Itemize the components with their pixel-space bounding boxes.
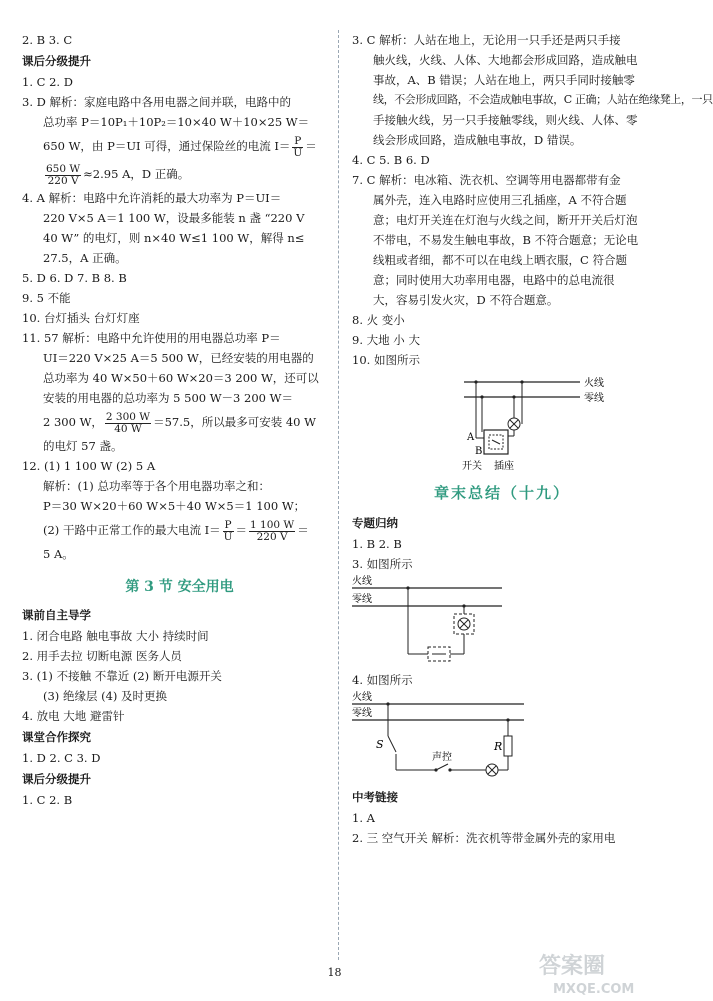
switch-s-label: S [376, 738, 384, 751]
section-heading: 专题归纳 [352, 516, 398, 530]
answer-line: 不带电，不易发生触电事故，B 不符合题意；无论电 [373, 233, 639, 247]
section-heading: 课堂合作探究 [22, 730, 91, 744]
fraction-numerator: 1 100 W [250, 518, 295, 531]
answer-line: 1. A [352, 811, 375, 825]
column-divider [338, 30, 339, 960]
answer-line: 220 V×5 A＝1 100 W，设最多能装 n 盏 “220 V [43, 211, 305, 225]
switch-label: 开关 [462, 461, 482, 472]
fraction-denominator: 220 V [47, 174, 79, 187]
answer-line: 9. 大地 小 大 [352, 333, 420, 347]
answer-line: 触火线，火线、人体、大地都会形成回路，造成触电 [373, 53, 638, 67]
zero-wire-label: 零线 [352, 594, 372, 605]
text-span: ＝ [235, 523, 248, 537]
section-heading: 课前自主导学 [22, 608, 91, 622]
text-span: ＝57.5，所以最多可安装 40 W [153, 415, 316, 429]
section-heading: 课后分级提升 [22, 54, 91, 68]
watermark-logo [533, 943, 663, 999]
answer-line: 2. 三 空气开关 解析：洗衣机等带金属外壳的家用电 [352, 831, 616, 845]
answer-line: 1. C 2. D [22, 75, 73, 89]
answer-line: 9. 5 不能 [22, 291, 71, 305]
text-span: (2) 干路中正常工作的最大电流 I＝ [43, 523, 221, 537]
answer-line: 1. C 2. B [22, 793, 73, 807]
fraction [292, 136, 303, 159]
fraction [105, 412, 151, 435]
page-number: 18 [327, 966, 342, 979]
answer-line: 的电灯 57 盏。 [43, 439, 123, 453]
text-span: ≈2.95 A，D 正确。 [83, 167, 190, 181]
zero-wire-label: 零线 [352, 708, 372, 719]
fraction-denominator: U [223, 530, 233, 543]
answer-line: 1. D 2. C 3. D [22, 751, 101, 765]
answer-line: 2. 用手去拉 切断电源 医务人员 [22, 649, 182, 663]
answer-line [22, 516, 337, 544]
answer-line: 5 A。 [43, 547, 74, 561]
answer-line: 属外壳，连入电路时应使用三孔插座，A 不符合题 [373, 193, 627, 207]
fraction-denominator: 220 V [256, 530, 288, 543]
section-heading: 中考链接 [352, 790, 398, 804]
right-column [352, 30, 713, 848]
fraction [45, 164, 81, 187]
fraction-numerator: P [294, 134, 302, 147]
answer-line: P＝30 W×20＋60 W×5＋40 W×5＝1 100 W； [43, 499, 306, 513]
answer-line: 2. B 3. C [22, 33, 73, 47]
answer-line [22, 408, 337, 436]
answer-line: 事故，A、B 错误；人站在地上，两只手同时接触零 [373, 73, 635, 87]
chapter-summary-title: 章末总结（十九） [433, 484, 570, 502]
fraction-numerator: 650 W [46, 162, 81, 175]
left-column [22, 30, 337, 810]
voice-switch-label: 声控 [432, 752, 452, 763]
answer-line: 总功率 P＝10P₁＋10P₂＝10×40 W＋10×25 W＝ [43, 115, 310, 129]
answer-line: 12. (1) 1 100 W (2) 5 A [22, 459, 156, 473]
text-span: ＝ [297, 523, 309, 537]
zero-wire-label: 零线 [584, 393, 604, 404]
answer-line: UI＝220 V×25 A＝5 500 W，已经安装的用电器的 [43, 351, 314, 365]
fraction-denominator: 40 W [114, 422, 142, 435]
terminal-a-label: A [467, 432, 475, 443]
terminal-b-label: B [475, 446, 483, 457]
answer-line: 线粗或者细，都不可以在电线上晒衣服，C 符合题 [373, 253, 627, 267]
section-heading: 课后分级提升 [22, 772, 91, 786]
fire-wire-label: 火线 [584, 378, 604, 389]
text-span: ＝ [305, 139, 317, 153]
resistor-label: R [494, 740, 503, 753]
fraction-numerator: 2 300 W [105, 410, 151, 423]
answer-line [22, 132, 337, 160]
watermark-text: 答案圈 [539, 954, 606, 979]
circuit-diagram-2 [352, 574, 652, 670]
fraction-numerator: P [224, 518, 232, 531]
fraction [223, 520, 234, 543]
text-span: 650 W，由 P＝UI 可得，通过保险丝的电流 I＝ [43, 139, 291, 153]
answer-line: 安装的用电器的总功率为 5 500 W－3 200 W＝ [43, 391, 293, 405]
section-title: 第 3 节 安全用电 [125, 579, 234, 595]
answer-line: 1. B 2. B [352, 537, 402, 551]
answer-line: 10. 台灯插头 台灯灯座 [22, 311, 140, 325]
answer-line: 3. D 解析：家庭电路中各用电器之间并联，电路中的 [22, 95, 292, 109]
answer-line: 27.5，A 正确。 [43, 251, 127, 265]
watermark-sub: MXQE.COM [553, 982, 635, 997]
answer-line: 1. 闭合电路 触电事故 大小 持续时间 [22, 629, 209, 643]
voice-switch [436, 764, 448, 770]
answer-line: 7. C 解析：电冰箱、洗衣机、空调等用电器都带有金 [352, 173, 621, 187]
answer-line [22, 160, 337, 188]
answer-line: 大，容易引发火灾，D 不符合题意。 [373, 293, 559, 307]
answer-line: 手接触火线，另一只手接触零线，则火线、人体、零 [373, 113, 638, 127]
answer-line: 4. 如图所示 [352, 673, 413, 687]
answer-line: 解析：(1) 总功率等于各个用电器功率之和： [43, 479, 270, 493]
fraction-denominator: U [293, 146, 303, 159]
answer-line: 11. 57 解析：电路中允许使用的用电器总功率 P＝ [22, 331, 281, 345]
fire-wire-label: 火线 [352, 576, 372, 587]
answer-line: 5. D 6. D 7. B 8. B [22, 271, 127, 285]
answer-line: (3) 绝缘层 (4) 及时更换 [43, 689, 168, 703]
answer-line: 线会形成回路，造成触电事故，D 错误。 [373, 133, 582, 147]
resistor [504, 736, 512, 756]
answer-line: 意；电灯开关连在灯泡与火线之间，断开开关后灯泡 [373, 213, 638, 227]
answer-line: 4. C 5. B 6. D [352, 153, 430, 167]
fire-wire-label: 火线 [352, 692, 372, 703]
answer-line: 3. (1) 不接触 不靠近 (2) 断开电源开关 [22, 669, 222, 683]
answer-line: 3. 如图所示 [352, 557, 413, 571]
answer-line: 总功率为 40 W×50＋60 W×20＝3 200 W，还可以 [43, 371, 319, 385]
circuit-diagram-3 [352, 690, 652, 786]
circuit-diagram-1 [352, 370, 652, 474]
answer-line: 线，不会形成回路，不会造成触电事故，C 正确；人站在绝缘凳上，一只 [373, 93, 713, 106]
socket-label: 插座 [494, 461, 514, 472]
text-span: 2 300 W， [43, 415, 103, 429]
answer-line: 4. A 解析：电路中允许消耗的最大功率为 P＝UI＝ [22, 191, 282, 205]
answer-line: 意；同时使用大功率用电器，电路中的总电流很 [373, 273, 615, 287]
answer-line: 3. C 解析：人站在地上，无论用一只手还是两只手接 [352, 33, 621, 47]
answer-line: 40 W” 的电灯，则 n×40 W≤1 100 W，解得 n≤ [43, 231, 305, 245]
switch-s [388, 736, 396, 752]
answer-line: 10. 如图所示 [352, 353, 420, 367]
answer-line: 8. 火 变小 [352, 313, 405, 327]
answer-line: 4. 放电 大地 避雷针 [22, 709, 125, 723]
fraction [249, 520, 295, 543]
